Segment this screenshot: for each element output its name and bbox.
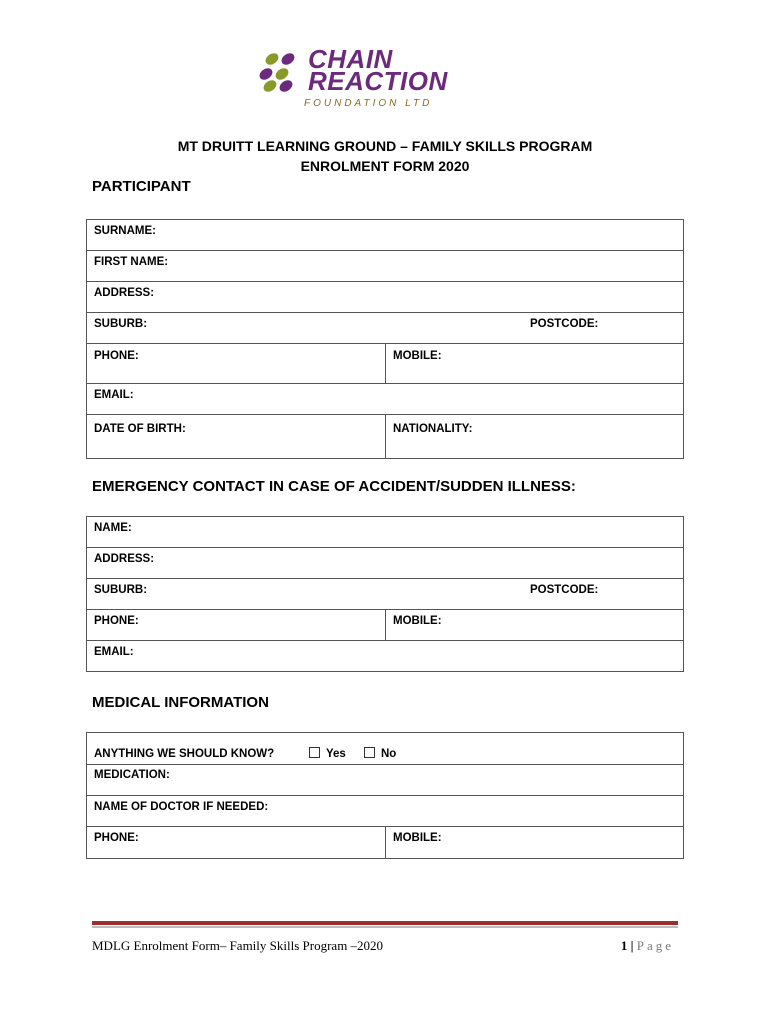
yes-checkbox[interactable] (309, 747, 320, 758)
emergency-postcode-label: POSTCODE: (530, 584, 599, 596)
page-separator: | (630, 938, 634, 953)
logo-line-1: CHAIN (308, 44, 393, 74)
participant-heading: PARTICIPANT (92, 178, 191, 195)
chain-links-icon (256, 50, 306, 94)
no-option[interactable] (364, 747, 396, 760)
dob-label: DATE OF BIRTH: (94, 423, 186, 435)
phone-row (87, 344, 683, 384)
emergency-suburb-row[interactable] (87, 579, 683, 610)
address-row[interactable] (87, 282, 683, 313)
suburb-label: SUBURB: (94, 318, 148, 330)
email-label: EMAIL: (94, 389, 134, 401)
anything-label: ANYTHING WE SHOULD KNOW? (94, 748, 275, 760)
emergency-phone-cell[interactable] (87, 610, 385, 640)
dob-row (87, 415, 683, 458)
surname-label: SURNAME: (94, 225, 156, 237)
emergency-email-label: EMAIL: (94, 646, 134, 658)
nationality-label: NATIONALITY: (393, 423, 473, 435)
footer-rule-shadow (92, 926, 678, 928)
nationality-cell[interactable] (386, 415, 683, 458)
page-indicator (621, 938, 674, 954)
medical-phone-cell[interactable] (87, 827, 385, 858)
no-checkbox[interactable] (364, 747, 375, 758)
emergency-heading: EMERGENCY CONTACT IN CASE OF ACCIDENT/SUDDEN ILLNESS: (92, 478, 576, 495)
emergency-name-label: NAME: (94, 522, 132, 534)
first-name-row[interactable] (87, 251, 683, 282)
email-row[interactable] (87, 384, 683, 415)
yes-option[interactable] (309, 747, 346, 760)
medical-mobile-label: MOBILE: (393, 832, 442, 844)
surname-row[interactable] (87, 220, 683, 251)
suburb-row[interactable] (87, 313, 683, 344)
address-label: ADDRESS: (94, 287, 155, 299)
medical-table (86, 732, 684, 859)
logo-line-2: REACTION (308, 66, 448, 96)
emergency-address-label: ADDRESS: (94, 553, 155, 565)
mobile-cell[interactable] (386, 344, 683, 383)
no-label: No (381, 748, 397, 760)
chain-reaction-logo (256, 46, 526, 116)
phone-cell[interactable] (87, 344, 385, 383)
medical-heading: MEDICAL INFORMATION (92, 694, 269, 711)
emergency-address-row[interactable] (87, 548, 683, 579)
emergency-mobile-cell[interactable] (386, 610, 683, 640)
dob-cell[interactable] (87, 415, 385, 458)
medication-row[interactable] (87, 765, 683, 796)
emergency-phone-row (87, 610, 683, 641)
postcode-label: POSTCODE: (530, 318, 599, 330)
logo-line-3: FOUNDATION LTD (304, 98, 433, 109)
footer-rule (92, 921, 678, 925)
footer-text: MDLG Enrolment Form– Family Skills Program –2020 (92, 938, 384, 953)
page-label: Page (636, 938, 674, 953)
form-title: MT DRUITT LEARNING GROUND – FAMILY SKILLS PROGRAM (177, 138, 593, 154)
yes-label: Yes (326, 748, 346, 760)
medical-phone-row (87, 827, 683, 858)
doctor-row[interactable] (87, 796, 683, 827)
doctor-label: NAME OF DOCTOR IF NEEDED: (94, 801, 269, 813)
emergency-mobile-label: MOBILE: (393, 615, 442, 627)
emergency-name-row[interactable] (87, 517, 683, 548)
medical-mobile-cell[interactable] (386, 827, 683, 858)
first-name-label: FIRST NAME: (94, 256, 169, 268)
form-subtitle: ENROLMENT FORM 2020 (300, 158, 470, 174)
page-number: 1 (620, 938, 628, 953)
medical-phone-label: PHONE: (94, 832, 139, 844)
emergency-email-row[interactable] (87, 641, 683, 671)
mobile-label: MOBILE: (393, 350, 442, 362)
emergency-suburb-label: SUBURB: (94, 584, 148, 596)
medication-label: MEDICATION: (94, 769, 170, 781)
anything-row (87, 733, 683, 765)
phone-label: PHONE: (94, 350, 139, 362)
participant-table (86, 219, 684, 459)
emergency-phone-label: PHONE: (94, 615, 139, 627)
emergency-table (86, 516, 684, 672)
